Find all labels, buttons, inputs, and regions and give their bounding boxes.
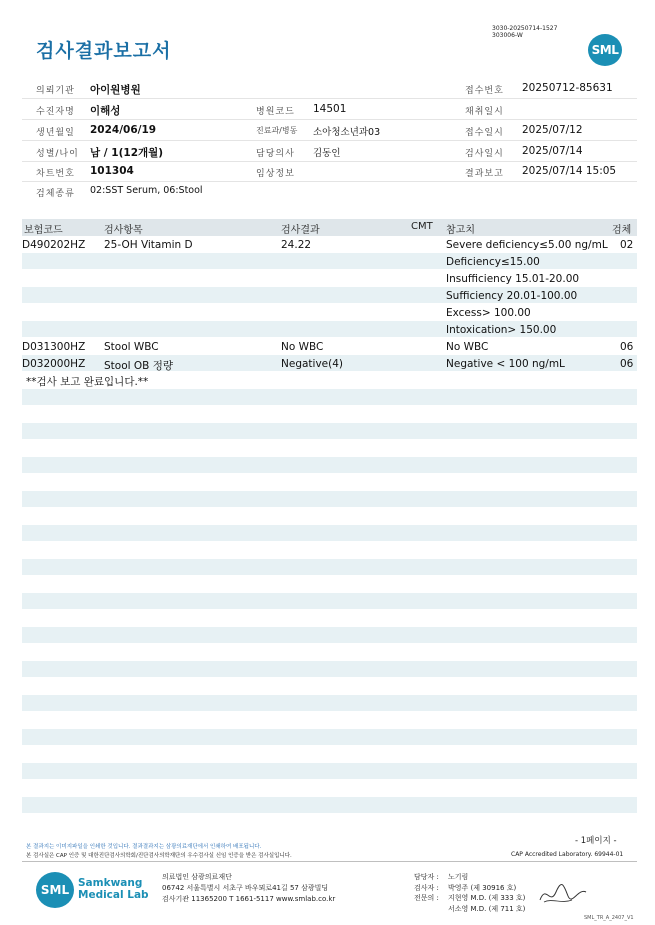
table-stripe: [22, 525, 637, 541]
accreditation-notice: 본 검사실은 CAP 인증 및 대한진단검사의학회/진단검사의학재단의 우수검사실 신임 인증을 받은 검사실입니다.: [26, 853, 292, 859]
row-result: Negative(4): [281, 358, 343, 370]
sex-age-value: 남 / 1(12개월): [90, 147, 164, 159]
specimen-label: 검체종류: [36, 189, 75, 199]
staff-in-charge: 노기림: [448, 873, 469, 881]
staff-in-charge-label: 담당자 :: [414, 873, 439, 881]
org-contact: 검사기관 11365200 T 1661-5117 www.smlab.co.kr: [162, 895, 336, 903]
col-header-result: 검사결과: [281, 225, 320, 236]
patient-value: 이해성: [90, 105, 121, 117]
table-stripe: [22, 763, 637, 779]
receipt-date-value: 2025/07/12: [522, 124, 583, 136]
dob-value: 2024/06/19: [90, 124, 157, 136]
report-date-label: 결과보고: [465, 169, 504, 179]
hospital-code-value: 14501: [313, 103, 347, 115]
chart-no-value: 101304: [90, 165, 134, 177]
table-stripe: [22, 389, 637, 405]
row-ref: No WBC: [446, 341, 489, 353]
clinical-label: 임상정보: [256, 169, 295, 179]
table-stripe: [22, 729, 637, 745]
department-value: 소아청소년과03: [313, 127, 381, 138]
row-item: Stool WBC: [104, 341, 159, 353]
info-row-chart: [22, 162, 637, 182]
receipt-no-value: 20250712-85631: [522, 82, 613, 94]
table-stripe: [22, 253, 637, 269]
table-stripe: [22, 593, 637, 609]
col-header-ref: 참고치: [446, 225, 475, 236]
samkwang-logo-icon: SML: [36, 872, 74, 908]
organization-info: [162, 872, 335, 905]
col-header-specimen: 검체: [612, 225, 632, 236]
tester-label: 검사자 :: [414, 883, 439, 892]
table-stripe: [22, 457, 637, 473]
row-item: Stool OB 정량: [104, 360, 173, 372]
logo-line-1: Samkwang: [78, 877, 143, 889]
table-stripe: [22, 423, 637, 439]
table-stripe: [22, 661, 637, 677]
table-stripe: [22, 627, 637, 643]
row-specimen: 06: [620, 358, 634, 370]
hospital-code-label: 병원코드: [256, 107, 295, 117]
page-title: 검사결과보고서: [36, 40, 172, 62]
table-stripe: [22, 695, 637, 711]
specimen-value: 02:SST Serum, 06:Stool: [90, 185, 203, 196]
form-code: SML_TR_A_2407_V1: [584, 915, 634, 921]
print-notice: 본 결과지는 이미지파일을 인쇄한 것입니다. 결과결과지는 삼광의료재단에서 인쇄하여 배포됩니다.: [26, 844, 262, 850]
tester: 박영주 (제 30916 호): [448, 883, 517, 892]
results-table-header: [22, 219, 637, 236]
doctor-label: 담당의사: [256, 149, 295, 159]
info-row-dob: [22, 121, 637, 141]
reference-codes: [492, 25, 557, 39]
sml-logo-icon: SML: [588, 34, 622, 66]
patient-label: 수진자명: [36, 107, 75, 117]
completion-note: **검사 보고 완료입니다.**: [26, 376, 149, 388]
col-header-code: 보험코드: [24, 225, 63, 236]
row-ref: Severe deficiency≤5.00 ng/mL: [446, 239, 608, 251]
report-date-value: 2025/07/14 15:05: [522, 165, 617, 177]
table-stripe: [22, 491, 637, 507]
row-ref: Sufficiency 20.01-100.00: [446, 290, 578, 302]
logo-wordmark: [78, 877, 149, 901]
info-row-sex-age: [22, 142, 637, 162]
test-date-value: 2025/07/14: [522, 145, 583, 157]
sex-age-label: 성별/나이: [36, 149, 79, 159]
info-row-institution: [22, 79, 637, 99]
row-item: 25-OH Vitamin D: [104, 239, 193, 251]
row-code: D032000HZ: [22, 358, 86, 370]
institution-label: 의뢰기관: [36, 86, 75, 96]
row-specimen: 06: [620, 341, 634, 353]
footer-divider: [22, 861, 637, 862]
row-result: No WBC: [281, 341, 324, 353]
row-result: 24.22: [281, 239, 312, 251]
org-address: 06742 서울특별시 서초구 바우뫼로41길 57 삼광빌딩: [162, 884, 329, 892]
page-number: - 1페이지 -: [575, 836, 617, 846]
receipt-no-label: 접수번호: [465, 86, 504, 96]
department-label: 진료과/병동: [256, 126, 298, 135]
col-header-item: 검사항목: [104, 225, 143, 236]
row-code: D490202HZ: [22, 239, 86, 251]
table-stripe: [22, 559, 637, 575]
table-stripe: [22, 797, 637, 813]
row-specimen: 02: [620, 239, 634, 251]
row-ref: Negative < 100 ng/mL: [446, 358, 565, 370]
doctor-value: 김동인: [313, 148, 341, 159]
institution-value: 아이원병원: [90, 84, 141, 96]
chart-no-label: 차트번호: [36, 169, 75, 179]
ref-code-2: 303006-W: [492, 32, 523, 39]
row-ref: Excess> 100.00: [446, 307, 531, 319]
logo-line-2: Medical Lab: [78, 889, 149, 901]
org-name: 의료법인 삼광의료재단: [162, 873, 232, 881]
cap-accreditation: CAP Accredited Laboratory. 69944-01: [511, 851, 624, 858]
staff-info: [414, 872, 525, 914]
info-row-specimen: [22, 182, 637, 202]
ref-code-1: 3030-20250714-1527: [492, 25, 558, 32]
signature-icon: [538, 880, 588, 908]
test-date-label: 검사일시: [465, 149, 504, 159]
info-row-patient: [22, 100, 637, 120]
row-code: D031300HZ: [22, 341, 86, 353]
specialist-label: 전문의 :: [414, 894, 439, 902]
specialist-2: 서소영 M.D. (제 711 호): [448, 904, 526, 913]
row-ref: Insufficiency 15.01-20.00: [446, 273, 580, 285]
specialist-1: 지현영 M.D. (제 333 호): [448, 894, 526, 902]
receipt-date-label: 접수일시: [465, 128, 504, 138]
collection-label: 채취일시: [465, 107, 504, 117]
row-ref: Intoxication> 150.00: [446, 324, 557, 336]
col-header-cmt: CMT: [411, 221, 433, 232]
row-ref: Deficiency≤15.00: [446, 256, 540, 268]
dob-label: 생년월일: [36, 128, 75, 138]
